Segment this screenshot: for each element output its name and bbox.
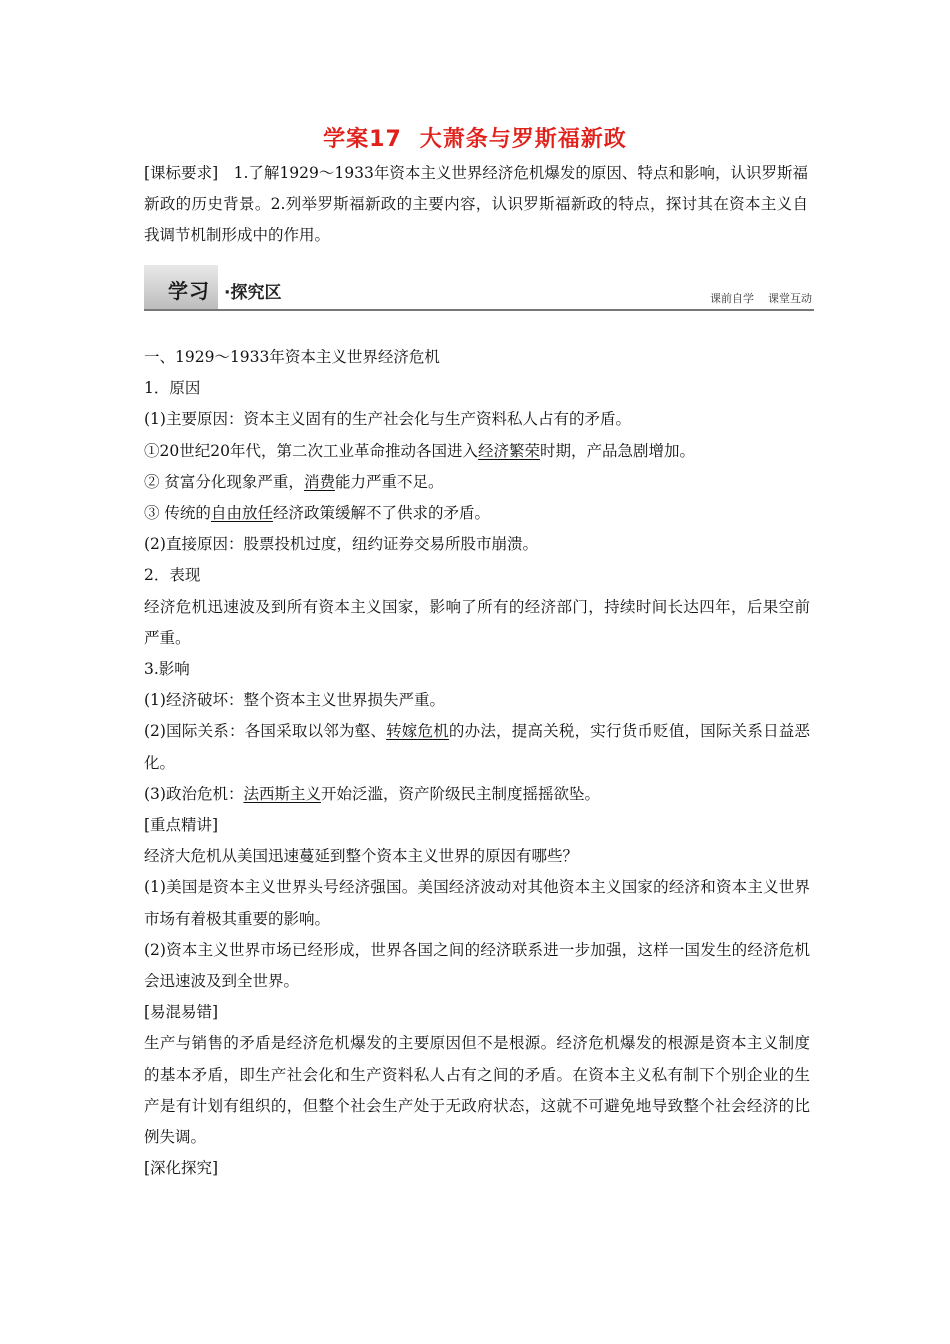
underlined-term: 转嫁危机 [386, 722, 449, 741]
text-segment: (2)国际关系：各国采取以邻为壑、 [144, 722, 387, 741]
common-mistakes-label: [易混易错] [144, 1003, 219, 1022]
banner-right-1: 课前自学 [710, 292, 754, 305]
title-number: 学案17 [323, 127, 402, 152]
key-answer-2: (2)资本主义世界市场已经形成，世界各国之间的经济联系进一步加强，这样一国发生的经济危机会迅速波及到全世界。 [144, 940, 810, 991]
text-segment: 能力严重不足。 [334, 472, 444, 491]
manifestation-text: 经济危机迅速波及到所有资本主义国家，影响了所有的经济部门，持续时间长达四年，后果空前严重。 [144, 597, 810, 647]
text-segment: 经济政策缓解不了供求的矛盾。 [272, 504, 490, 523]
banner-right-labels [710, 290, 812, 306]
text-segment: 开始泛滥，资产阶级民主制度摇摇欲坠。 [320, 784, 600, 803]
subheading-impact: 3.影响 [144, 660, 190, 679]
impact-item-1: (1)经济破坏：整个资本主义世界损失严重。 [144, 691, 445, 710]
main-cause: (1)主要原因：资本主义固有的生产社会化与生产资料私人占有的矛盾。 [144, 410, 631, 429]
subheading-manifestation: 2．表现 [144, 566, 201, 585]
cause-item-2 [144, 467, 810, 498]
section-banner [144, 265, 814, 311]
main-content [144, 342, 810, 1184]
text-segment: 的办法，提高关税，实行货币贬值，国际关系日益恶化。 [144, 722, 810, 772]
banner-divider [144, 309, 814, 311]
underlined-term: 消费 [303, 472, 335, 491]
banner-right-2: 课堂互动 [768, 292, 812, 305]
underlined-term: 法西斯主义 [243, 784, 321, 803]
banner-subtitle: ·探究区 [224, 283, 282, 303]
cause-item-3 [144, 498, 810, 529]
direct-cause: (2)直接原因：股票投机过度，纽约证券交易所股市崩溃。 [144, 535, 538, 554]
common-mistakes-text: 生产与销售的矛盾是经济危机爆发的主要原因但不是根源。经济危机爆发的根源是资本主义制度的基本矛盾，即生产社会化和生产资料私人占有之间的矛盾。在资本主义私有制下个别企业的生产是有计划有组织的，但整个社会生产处于无政府状态，这就不可避免地导致整个社会经济的比例失调。 [144, 1034, 810, 1147]
title-text: 大萧条与罗斯福新政 [419, 127, 627, 152]
key-points-label: [重点精讲] [144, 816, 219, 835]
subheading-causes: 1．原因 [144, 379, 201, 398]
text-segment: ③ 传统的 [144, 504, 211, 523]
deep-inquiry-label: [深化探究] [144, 1159, 219, 1178]
key-answer-1: (1)美国是资本主义世界头号经济强国。美国经济波动对其他资本主义国家的经济和资本主义世界市场有着极其重要的影响。 [144, 878, 810, 928]
text-segment: 时期，产品急剧增加。 [539, 441, 695, 460]
text-segment: (3)政治危机： [144, 784, 244, 803]
page-title [0, 122, 950, 153]
requirements-text: 1.了解1929～1933年资本主义世界经济危机爆发的原因、特点和影响，认识罗斯福新政的历史背景。2.列举罗斯福新政的主要内容，认识罗斯福新政的特点，探讨其在资本主义自我调节机制形成中的作用。 [144, 164, 808, 244]
impact-item-2 [144, 716, 810, 778]
text-segment: ①20世纪20年代，第二次工业革命推动各国进入 [144, 441, 478, 460]
cause-item-1 [144, 436, 810, 467]
curriculum-requirements [144, 158, 808, 251]
section-heading: 一、1929～1933年资本主义世界经济危机 [144, 348, 440, 366]
text-segment: ② 贫富分化现象严重， [144, 472, 304, 491]
requirements-label: [课标要求] [144, 164, 219, 182]
underlined-term: 经济繁荣 [477, 441, 540, 460]
underlined-term: 自由放任 [210, 504, 273, 523]
key-question: 经济大危机从美国迅速蔓延到整个资本主义世界的原因有哪些？ [144, 847, 579, 866]
impact-item-3 [144, 779, 810, 810]
banner-tab-label: 学习 [168, 279, 210, 303]
